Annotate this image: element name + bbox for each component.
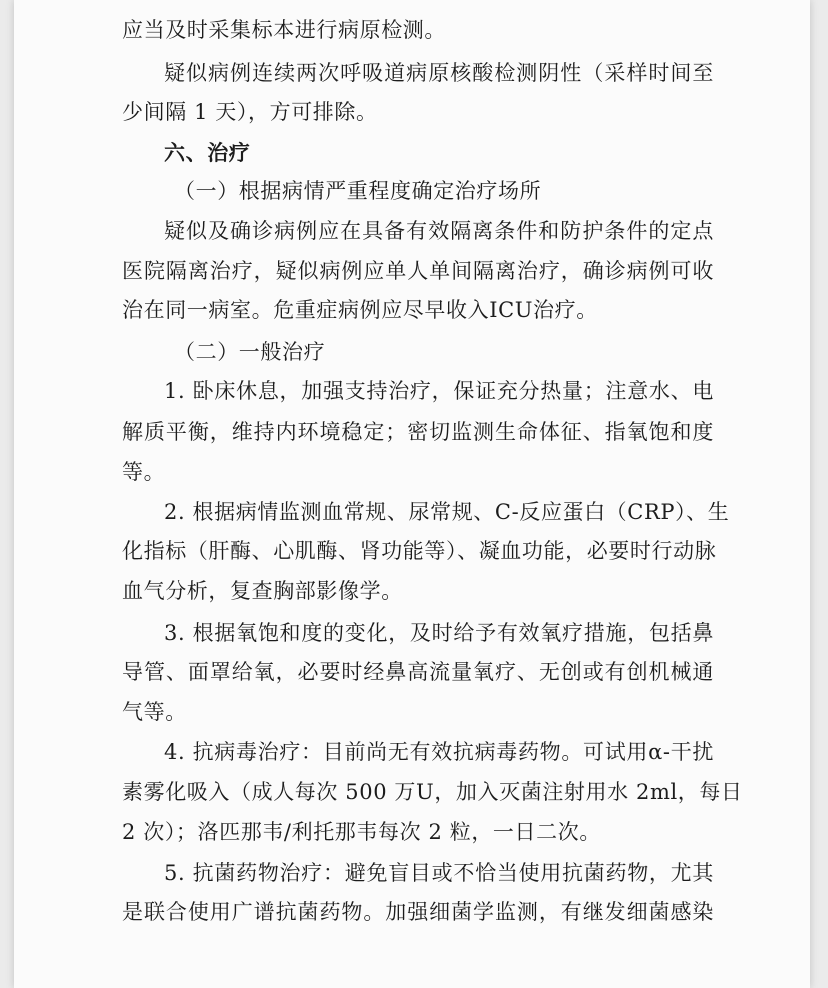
paragraph-line: 导管、面罩给氧，必要时经鼻高流量氧疗、无创或有创机械通 [122, 660, 714, 684]
paragraph-line: 是联合使用广谱抗菌药物。加强细菌学监测，有继发细菌感染 [122, 900, 714, 924]
paragraph-line: 少间隔 1 天），方可排除。 [122, 100, 378, 124]
subsection-heading: （二）一般治疗 [174, 340, 326, 364]
paragraph-line: 3. 根据氧饱和度的变化，及时给予有效氧疗措施，包括鼻 [164, 621, 714, 645]
paragraph-line: 气等。 [122, 700, 187, 724]
paragraph-line: 化指标（肝酶、心肌酶、肾功能等）、凝血功能，必要时行动脉 [122, 539, 717, 563]
paragraph-line: 疑似及确诊病例应在具备有效隔离条件和防护条件的定点 [164, 219, 714, 243]
paragraph-line: 4. 抗病毒治疗：目前尚无有效抗病毒药物。可试用α-干扰 [164, 740, 714, 764]
paragraph-line: 血气分析，复查胸部影像学。 [122, 579, 403, 603]
paragraph-line: 治在同一病室。危重症病例应尽早收入ICU治疗。 [122, 298, 598, 322]
paragraph-line: 2 次）；洛匹那韦/利托那韦每次 2 粒，一日二次。 [122, 820, 601, 844]
document-page [14, 0, 810, 988]
subsection-heading: （一）根据病情严重程度确定治疗场所 [174, 179, 542, 203]
paragraph-line: 2. 根据病情监测血常规、尿常规、C-反应蛋白（CRP）、生 [164, 500, 730, 524]
paragraph-line: 等。 [122, 460, 166, 484]
paragraph-line: 医院隔离治疗，疑似病例应单人单间隔离治疗，确诊病例可收 [122, 259, 714, 283]
paragraph-line: 素雾化吸入（成人每次 500 万U，加入灭菌注射用水 2ml，每日 [122, 780, 743, 804]
paragraph-line: 解质平衡，维持内环境稳定；密切监测生命体征、指氧饱和度 [122, 420, 714, 444]
paragraph-line: 疑似病例连续两次呼吸道病原核酸检测阴性（采样时间至 [164, 61, 714, 85]
paragraph-line: 应当及时采集标本进行病原检测。 [122, 18, 446, 42]
section-heading: 六、治疗 [164, 140, 251, 165]
paragraph-line: 1. 卧床休息，加强支持治疗，保证充分热量；注意水、电 [164, 379, 714, 403]
paragraph-line: 5. 抗菌药物治疗：避免盲目或不恰当使用抗菌药物，尤其 [164, 861, 714, 885]
